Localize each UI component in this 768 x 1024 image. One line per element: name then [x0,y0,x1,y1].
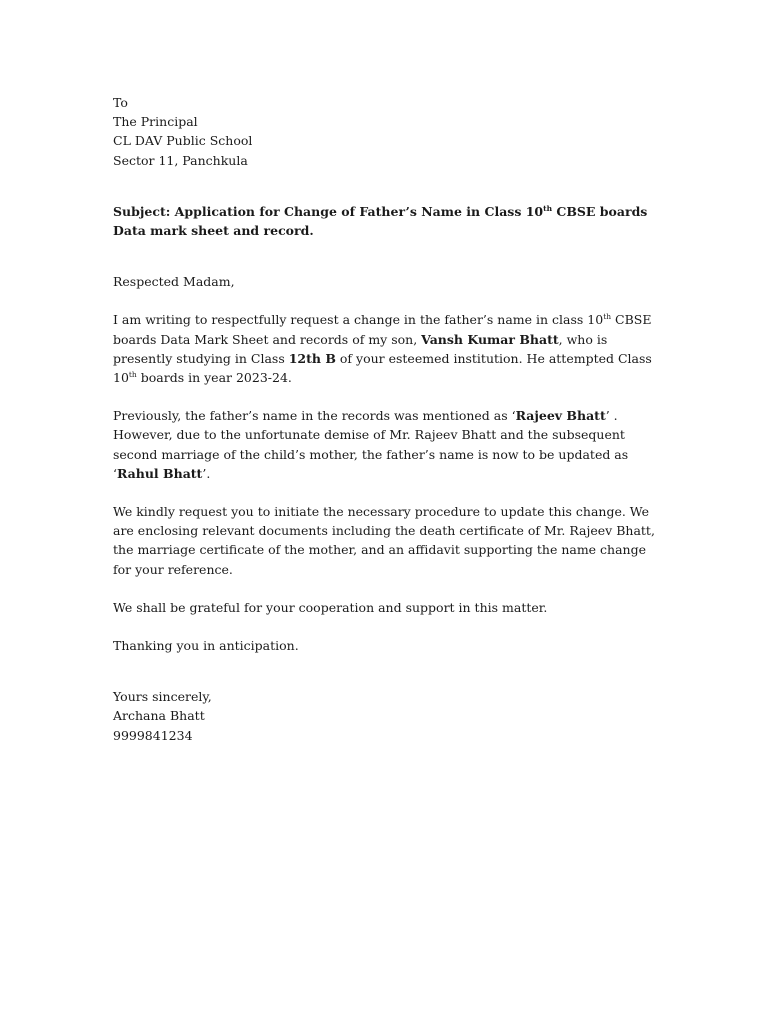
recipient-address [113,93,658,170]
address-recipient: The Principal [113,114,198,130]
para1-superscript-2: th [128,370,137,380]
new-father-name: Rahul Bhatt [116,465,203,481]
signature-block [113,687,658,745]
para2-text-3: ’. [202,465,211,481]
subject-superscript: th [543,203,553,213]
letter-body [113,93,658,745]
paragraph-gratitude: We shall be grateful for your cooperation and support in this matter. [113,599,548,615]
address-location: Sector 11, Panchkula [113,152,248,168]
address-school: CL DAV Public School [113,133,253,149]
para2-text-1: Previously, the father’s name in the records was mentioned as ‘ [113,408,516,424]
subject-line [113,202,658,240]
salutation: Respected Madam, [113,274,235,290]
address-to: To [113,95,128,110]
subject-text-2: CBSE boards Data mark sheet and record. [113,203,648,239]
son-name: Vansh Kumar Bhatt [421,331,559,347]
class-name: 12th B [288,350,336,366]
para2-text-2: ’ . However, due to the unfortunate demise of Mr. Rajeev Bhatt and the subsequent second marriage of the child’s mother, the father’s name is now to be updated as ‘ [113,408,629,481]
para1-text-1: I am writing to respectfully request a change in the father’s name in class 10 [113,312,604,328]
para1-text-3: , who is presently studying in Class [113,331,608,366]
paragraph-reason [113,406,658,483]
sender-phone: 9999841234 [113,727,193,743]
paragraph-thanks: Thanking you in anticipation. [113,638,299,654]
old-father-name: Rajeev Bhatt [515,408,606,424]
para1-superscript-1: th [603,312,612,322]
subject-text-1: Subject: Application for Change of Father’s Name in Class 10 [113,203,544,219]
paragraph-request [113,310,658,387]
sign-off: Yours sincerely, [113,689,212,705]
para1-text-5: boards in year 2023-24. [136,370,292,386]
para1-text-2: CBSE boards Data Mark Sheet and records of my son, [113,312,652,347]
para1-text-4: of your esteemed institution. He attempted Class 10 [113,350,652,386]
paragraph-documents: We kindly request you to initiate the necessary procedure to update this change. We are enclosing relevant documents including the death certificate of Mr. Rajeev Bhatt, the marriage certificate of the mother, and an affidavit supporting the name change for your reference. [113,504,655,577]
sender-name: Archana Bhatt [113,708,205,724]
